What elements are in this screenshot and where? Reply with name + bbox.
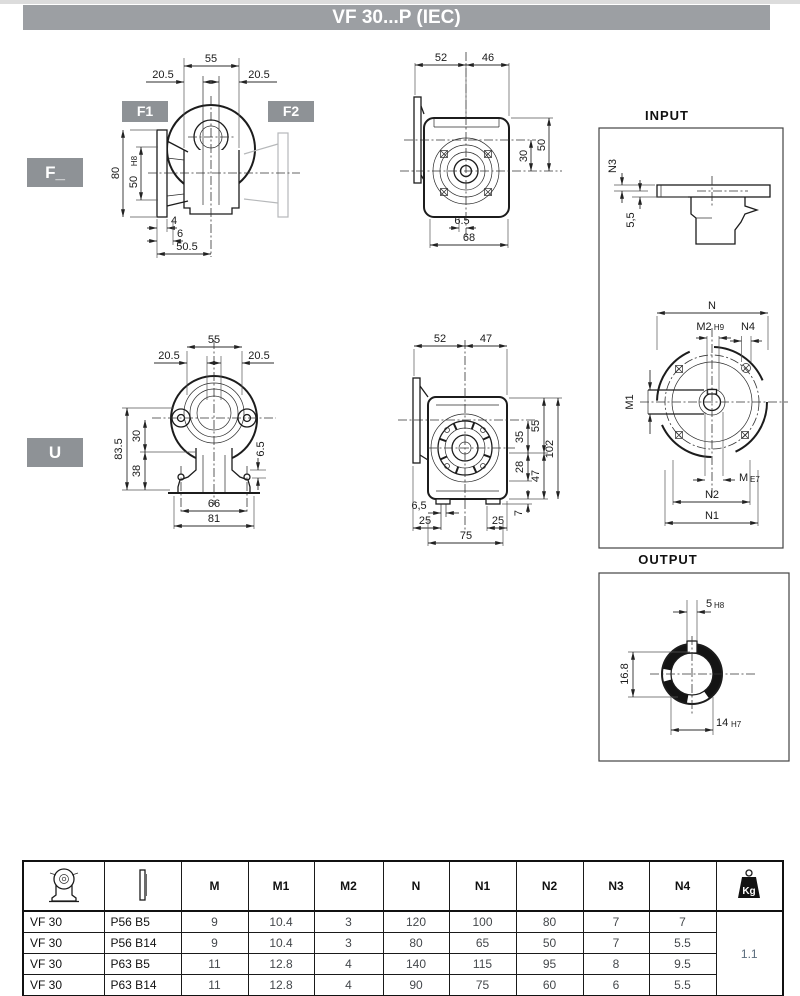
col-header: N1 — [449, 861, 516, 911]
svg-text:68: 68 — [462, 232, 476, 244]
model-cell: VF 30 — [23, 954, 104, 975]
svg-text:38: 38 — [131, 464, 143, 478]
gearbox-front-outline — [414, 97, 509, 217]
dim-5-h8 — [673, 598, 725, 640]
value-cell: 100 — [449, 911, 516, 933]
value-cell: 8 — [583, 954, 649, 975]
svg-text:H8: H8 — [130, 155, 139, 167]
svg-text:50: 50 — [536, 138, 548, 152]
dim-47b — [530, 453, 544, 499]
svg-text:6.5: 6.5 — [454, 215, 470, 227]
svg-text:80: 80 — [110, 166, 122, 180]
svg-text:75: 75 — [459, 530, 473, 542]
svg-text:46: 46 — [481, 52, 495, 64]
value-cell: 5.5 — [649, 975, 716, 996]
table-row — [23, 911, 783, 933]
svg-text:E7: E7 — [750, 475, 760, 484]
svg-text:20.5: 20.5 — [152, 69, 174, 81]
dim-20-5-right — [211, 350, 274, 400]
value-cell: 9 — [181, 933, 248, 954]
table-row — [23, 954, 783, 975]
gearbox-icon-header — [23, 861, 104, 911]
centerlines — [152, 340, 276, 514]
svg-text:4: 4 — [171, 215, 178, 227]
svg-text:7: 7 — [513, 509, 525, 517]
dim-20-5-right — [208, 69, 277, 82]
flange-badge-f1: F1 — [122, 101, 168, 122]
dim-n4 — [730, 321, 762, 362]
value-cell: 11 — [181, 954, 248, 975]
svg-text:52: 52 — [433, 333, 447, 345]
value-cell: 12.8 — [248, 975, 314, 996]
model-cell: VF 30 — [23, 975, 104, 996]
svg-text:30: 30 — [131, 429, 143, 443]
mounting-badge-f: F_ — [27, 158, 83, 187]
svg-text:14: 14 — [716, 717, 729, 729]
col-header: M1 — [248, 861, 314, 911]
dim-4 — [147, 215, 177, 258]
value-cell: 6 — [583, 975, 649, 996]
value-cell: 7 — [583, 933, 649, 954]
u-front-view-drawing — [105, 335, 320, 540]
svg-text:55: 55 — [530, 419, 542, 433]
svg-text:6: 6 — [177, 228, 184, 240]
value-cell: 10.4 — [248, 911, 314, 933]
dim-6-5 — [250, 441, 267, 490]
dim-6-5 — [411, 500, 459, 513]
svg-text:102: 102 — [544, 439, 556, 459]
value-cell: 3 — [314, 911, 383, 933]
value-cell: 50 — [516, 933, 583, 954]
value-cell: 90 — [383, 975, 449, 996]
svg-text:5,5: 5,5 — [625, 212, 637, 228]
dim-38 — [131, 452, 145, 490]
svg-text:47: 47 — [479, 333, 493, 345]
dim-47 — [465, 333, 507, 346]
col-header: N3 — [583, 861, 649, 911]
col-header: N4 — [649, 861, 716, 911]
dim-52 — [414, 333, 507, 395]
value-cell: 4 — [314, 954, 383, 975]
svg-text:H7: H7 — [731, 720, 742, 729]
value-cell: 5.5 — [649, 933, 716, 954]
mounting-badge-u: U — [27, 438, 83, 467]
version-cell: P63 B14 — [104, 975, 181, 996]
svg-text:25: 25 — [418, 515, 432, 527]
svg-text:N4: N4 — [740, 321, 756, 333]
value-cell: 120 — [383, 911, 449, 933]
svg-text:H9: H9 — [713, 323, 725, 332]
dim-7 — [513, 490, 528, 516]
dim-80 — [110, 130, 156, 217]
svg-text:50: 50 — [128, 175, 140, 189]
input-flange-face-view — [640, 328, 788, 497]
svg-text:20.5: 20.5 — [248, 69, 270, 81]
value-cell: 3 — [314, 933, 383, 954]
svg-text:35: 35 — [514, 430, 526, 444]
model-cell: VF 30 — [23, 911, 104, 933]
flange-icon-header — [104, 861, 181, 911]
svg-text:20.5: 20.5 — [158, 350, 180, 362]
ghost-flange-f2 — [244, 133, 288, 217]
col-header: N — [383, 861, 449, 911]
flange-icon — [133, 865, 153, 905]
value-cell: 10.4 — [248, 933, 314, 954]
value-cell: 60 — [516, 975, 583, 996]
value-cell: 11 — [181, 975, 248, 996]
svg-text:M: M — [739, 472, 749, 484]
gearbox-side-outline — [413, 378, 507, 530]
dim-m2-h9 — [696, 321, 731, 394]
col-header: M — [181, 861, 248, 911]
col-header: N2 — [516, 861, 583, 911]
dim-55 — [184, 53, 239, 148]
table-header-row — [23, 861, 783, 911]
dim-25-right — [487, 501, 507, 531]
svg-text:Kg: Kg — [742, 885, 756, 897]
svg-text:M1: M1 — [624, 394, 636, 410]
svg-text:N3: N3 — [607, 158, 619, 174]
svg-text:N1: N1 — [704, 510, 720, 522]
model-cell: VF 30 — [23, 933, 104, 954]
svg-text:16.8: 16.8 — [619, 663, 631, 685]
version-cell: P56 B14 — [104, 933, 181, 954]
gearbox-side-outline — [157, 76, 255, 217]
dim-102 — [544, 398, 558, 499]
dim-20-5-left — [154, 350, 217, 400]
f-side-view-drawing — [105, 45, 340, 265]
svg-text:81: 81 — [207, 513, 221, 525]
svg-text:20.5: 20.5 — [248, 350, 270, 362]
value-cell: 12.8 — [248, 954, 314, 975]
svg-text:5: 5 — [706, 598, 713, 610]
value-cell: 80 — [516, 911, 583, 933]
svg-text:47: 47 — [530, 469, 542, 483]
u-side-view-drawing — [390, 335, 585, 550]
svg-text:25: 25 — [491, 515, 505, 527]
svg-text:H8: H8 — [714, 601, 725, 610]
dim-66 — [181, 498, 247, 511]
dim-55 — [530, 398, 544, 453]
page-title: VF 30...P (IEC) — [23, 5, 770, 30]
weight-cell: 1.1 — [716, 911, 783, 996]
input-title: INPUT — [645, 108, 689, 123]
output-title: OUTPUT — [638, 552, 698, 567]
svg-text:N2: N2 — [704, 489, 720, 501]
svg-text:M2: M2 — [696, 321, 712, 333]
value-cell: 75 — [449, 975, 516, 996]
dim-30 — [518, 140, 531, 171]
dim-46 — [466, 52, 509, 65]
dimension-table — [22, 860, 784, 996]
dim-20-5-left — [146, 69, 214, 82]
table-row — [23, 933, 783, 954]
input-flange-side-view — [657, 176, 770, 244]
svg-text:6,5: 6,5 — [411, 500, 427, 512]
svg-text:55: 55 — [204, 53, 218, 65]
gearbox-icon — [42, 865, 86, 905]
svg-text:50.5: 50.5 — [176, 241, 198, 253]
value-cell: 65 — [449, 933, 516, 954]
dim-n3 — [607, 159, 655, 203]
table-row — [23, 975, 783, 996]
value-cell: 9 — [181, 911, 248, 933]
svg-text:N: N — [708, 300, 716, 312]
dim-50-5 — [157, 241, 211, 254]
value-cell: 9.5 — [649, 954, 716, 975]
scan-edge — [0, 0, 800, 4]
version-cell: P63 B5 — [104, 954, 181, 975]
svg-text:28: 28 — [514, 460, 526, 474]
value-cell: 7 — [583, 911, 649, 933]
svg-text:55: 55 — [207, 334, 221, 346]
flange-badge-f2: F2 — [268, 101, 314, 122]
dim-52 — [415, 52, 509, 116]
dim-28 — [514, 453, 528, 481]
svg-text:83.5: 83.5 — [113, 438, 125, 460]
dim-50-h8 — [128, 147, 158, 200]
weight-kg-icon — [734, 867, 764, 903]
svg-text:66: 66 — [207, 498, 221, 510]
value-cell: 115 — [449, 954, 516, 975]
value-cell: 80 — [383, 933, 449, 954]
svg-text:6.5: 6.5 — [255, 441, 267, 457]
output-bore-view — [650, 636, 757, 714]
dim-55 — [187, 334, 242, 395]
input-panel — [595, 105, 795, 565]
value-cell: 140 — [383, 954, 449, 975]
output-panel — [595, 550, 795, 765]
value-cell: 4 — [314, 975, 383, 996]
svg-text:30: 30 — [518, 149, 530, 163]
dim-35 — [514, 421, 528, 453]
weight-icon-header — [716, 861, 783, 911]
col-header: M2 — [314, 861, 383, 911]
version-cell: P56 B5 — [104, 911, 181, 933]
f-front-view-drawing — [390, 45, 575, 260]
dim-83-5 — [113, 408, 174, 490]
value-cell: 95 — [516, 954, 583, 975]
svg-text:52: 52 — [434, 52, 448, 64]
value-cell: 7 — [649, 911, 716, 933]
